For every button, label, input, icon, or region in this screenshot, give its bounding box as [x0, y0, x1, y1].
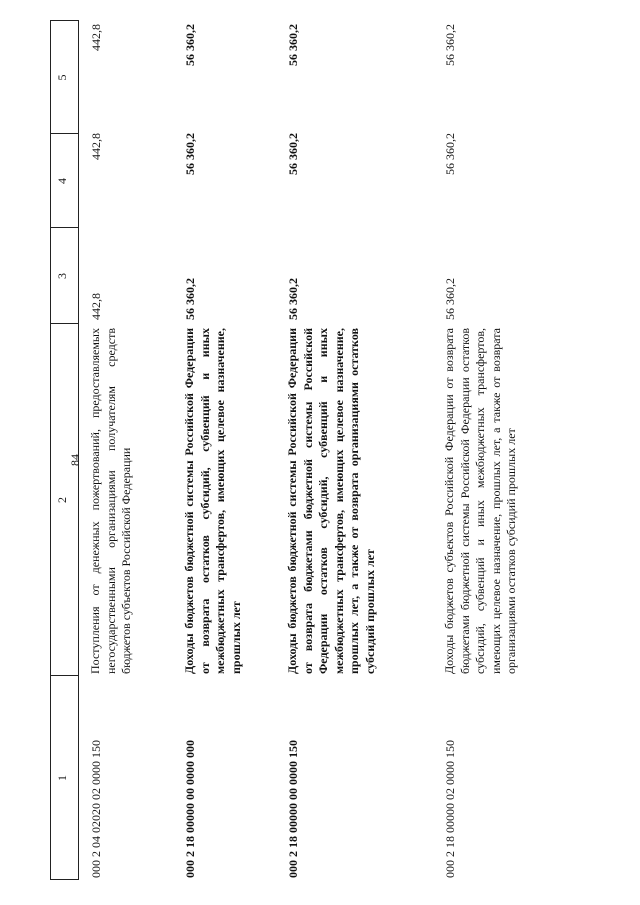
row-value-col5: 442,8 — [89, 24, 103, 51]
row-name: Доходы бюджетов бюджетной системы Российской Федерации от возврата остатков субсидий, субвенций и иных межбюджетных трансфертов, имеющих целевое назначение, прошлых лет — [182, 328, 243, 674]
header-col-5: 5 — [55, 74, 69, 81]
row-name: Доходы бюджетов бюджетной системы Российской Федерации от возврата бюджетами бюджетной системы Российской Федерации остатков субсидий, субвенций и иных межбюджетных трансфертов, имеющих целевое назначение, прошлых лет, а также от возврата организациями остатков субсидий прошлых лет — [285, 328, 377, 674]
row-value-col4: 442,8 — [89, 133, 103, 160]
header-col-1: 1 — [55, 775, 69, 781]
page-number: 84 — [68, 454, 82, 466]
row-name: Доходы бюджетов субъектов Российской Федерации от возврата бюджетами бюджетной системы Российской Федерации остатков субсидий, субвенций и иных межбюджетных трансфертов, имеющих целевое назначение, прошлых лет, а также от возврата организациями остатков субсидий прошлых лет — [442, 328, 518, 674]
row-value-col5: 56 360,2 — [183, 24, 197, 66]
row-name: Поступления от денежных пожертвований, предоставляемых негосударственными организациями получателям средств бюджетов субъектов Российской Федерации — [88, 328, 133, 674]
row-value-col4: 56 360,2 — [183, 133, 197, 175]
row-code: 000 2 04 02020 02 0000 150 — [89, 740, 103, 878]
header-bottom-border — [78, 20, 79, 880]
table-top-border — [50, 20, 51, 880]
header-col-3: 3 — [55, 273, 69, 279]
row-code: 000 2 18 00000 00 0000 000 — [183, 740, 197, 878]
row-value-col5: 56 360,2 — [286, 24, 300, 66]
header-col-4: 4 — [55, 178, 69, 184]
row-code: 000 2 18 00000 02 0000 150 — [443, 740, 457, 878]
row-value-col3: 56 360,2 — [286, 278, 300, 320]
row-value-col3: 56 360,2 — [443, 278, 457, 320]
row-value-col4: 56 360,2 — [286, 133, 300, 175]
row-value-col5: 56 360,2 — [443, 24, 457, 66]
row-value-col3: 56 360,2 — [183, 278, 197, 320]
header-col-2: 2 — [55, 497, 69, 503]
row-value-col3: 442,8 — [89, 293, 103, 320]
row-code: 000 2 18 00000 00 0000 150 — [286, 740, 300, 878]
row-value-col4: 56 360,2 — [443, 133, 457, 175]
budget-table — [50, 20, 590, 880]
